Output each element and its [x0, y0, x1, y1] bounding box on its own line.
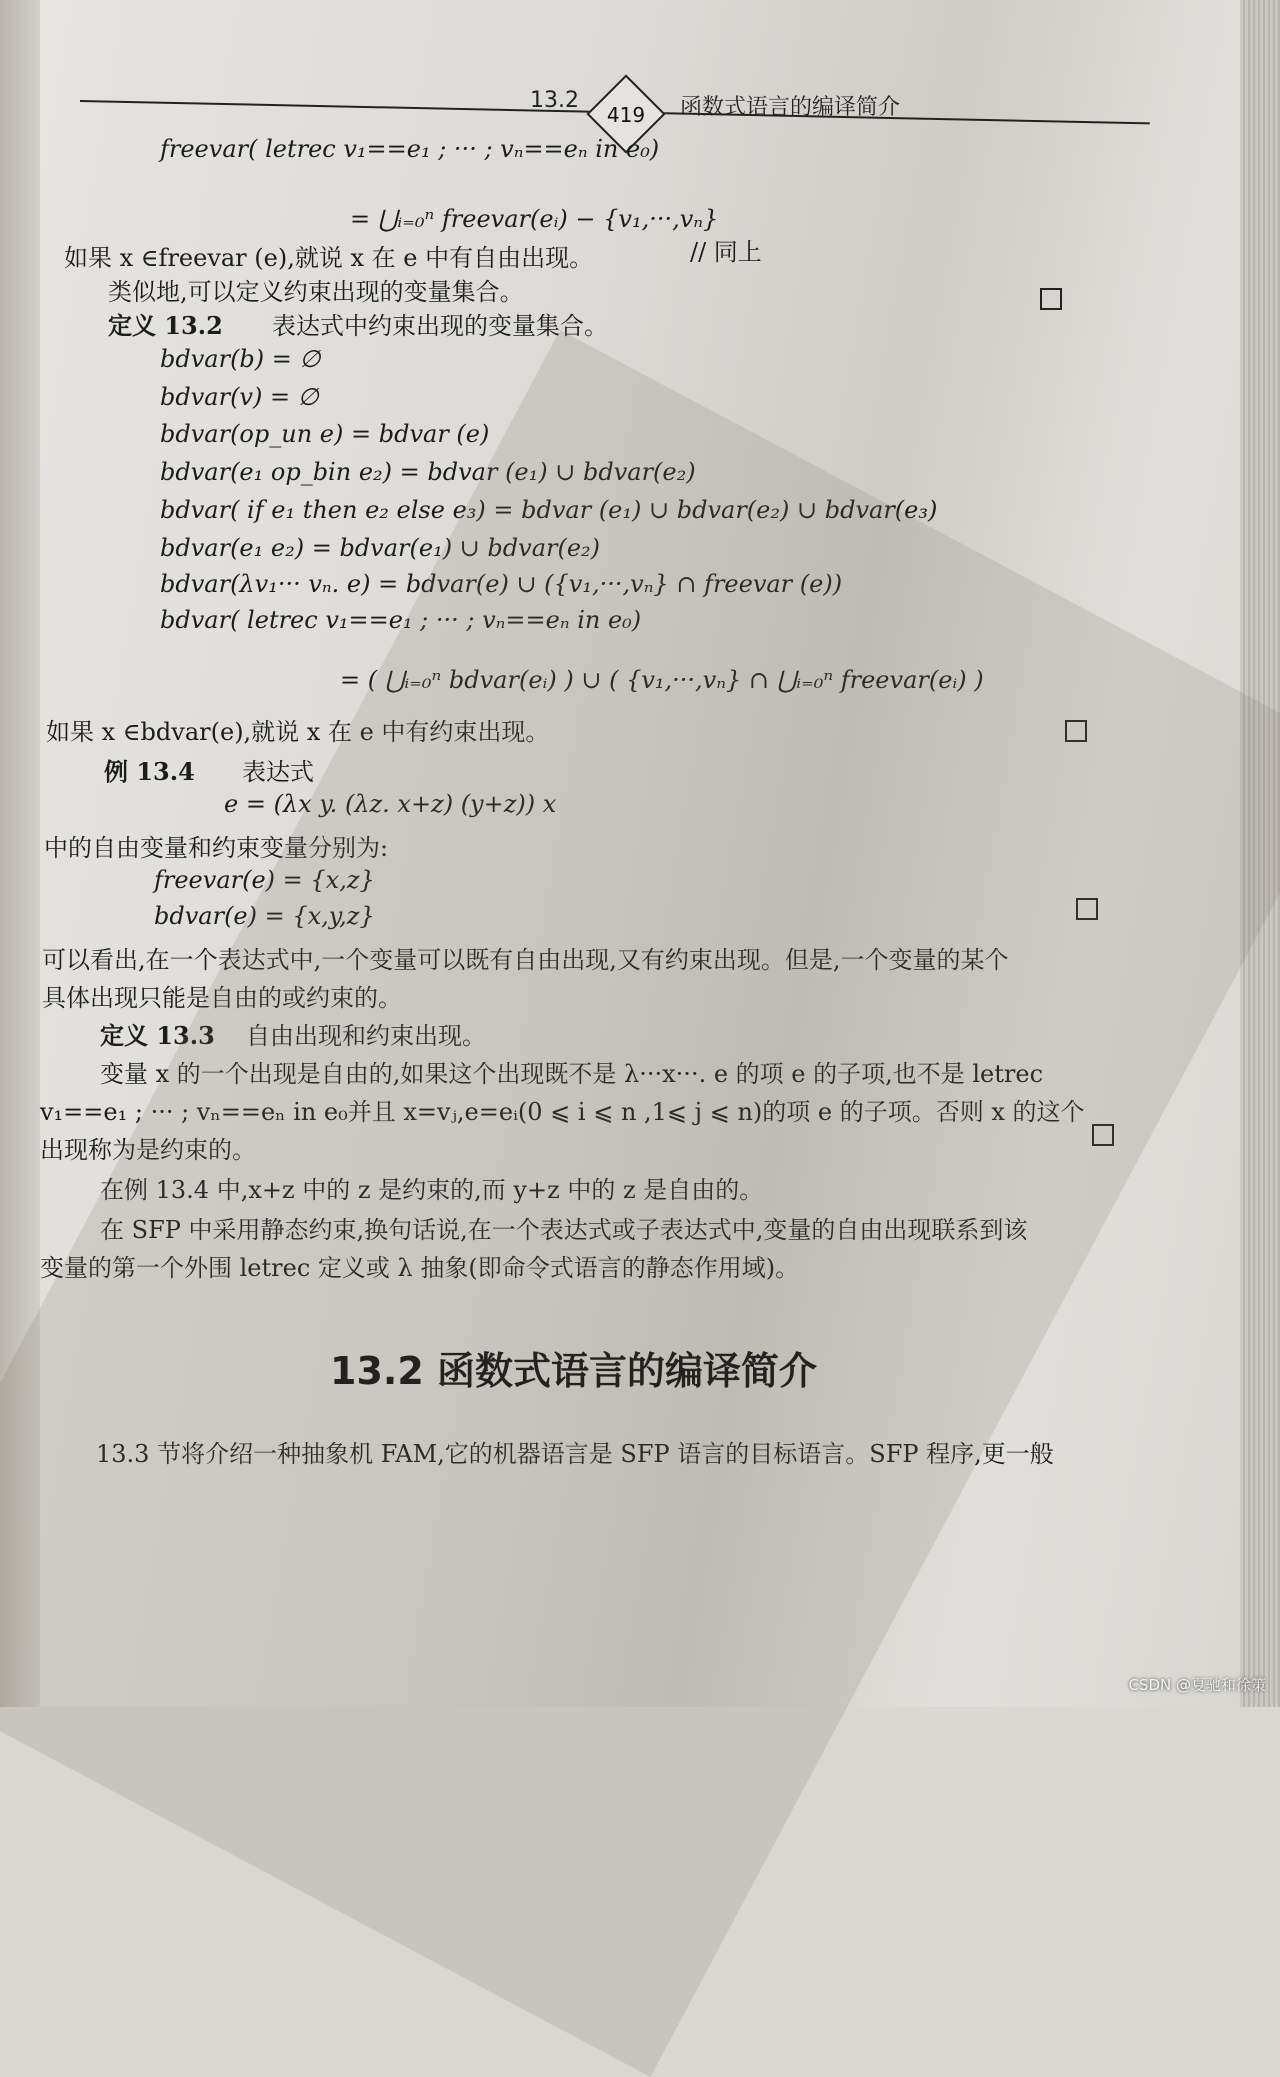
freevar-definition-text: 如果 x ∈freevar (e),就说 x 在 e 中有自由出现。 [64, 244, 594, 272]
example-13-4-text: 表达式 [242, 758, 314, 786]
example-expression: e = (λx y. (λz. x+z) (y+z)) x [224, 790, 557, 818]
free-bound-vars-intro: 中的自由变量和约束变量分别为: [44, 834, 389, 862]
paragraph-similarly: 类似地,可以定义约束出现的变量集合。 [108, 278, 524, 306]
definition-13-3-text: 自由出现和约束出现。 [246, 1022, 486, 1050]
freevar-example: freevar(e) = {x,z} [154, 866, 375, 894]
definition-13-2-label: 定义 13.2 [108, 311, 223, 340]
section-heading: 13.2 函数式语言的编译简介 [330, 1349, 817, 1393]
paragraph-static-binding-2: 变量的第一个外围 letrec 定义或 λ 抽象(即命令式语言的静态作用域)。 [40, 1254, 800, 1282]
qed-box [1065, 720, 1087, 742]
qed-box [1076, 898, 1098, 920]
bdvar-example: bdvar(e) = {x,y,z} [154, 902, 375, 930]
bdvar-rule-3: bdvar(op_un e) = bdvar (e) [160, 420, 490, 448]
paragraph-static-binding-1: 在 SFP 中采用静态约束,换句话说,在一个表达式或子表达式中,变量的自由出现联系到该 [100, 1216, 1028, 1244]
example-13-4-label: 例 13.4 [104, 757, 195, 786]
bdvar-rule-2: bdvar(v) = ∅ [160, 383, 319, 411]
bdvar-definition-text: 如果 x ∈bdvar(e),就说 x 在 e 中有约束出现。 [46, 718, 550, 746]
bdvar-rule-7: bdvar(λv₁··· vₙ. e) = bdvar(e) ∪ ({v₁,···,vₙ} ∩ freevar (e)) [160, 570, 843, 598]
definition-13-2-text: 表达式中约束出现的变量集合。 [272, 312, 608, 340]
paragraph-observation-2: 具体出现只能是自由的或约束的。 [42, 984, 402, 1012]
running-title: 函数式语言的编译简介 [680, 95, 901, 120]
running-section-number: 13.2 [530, 88, 579, 113]
bdvar-rule-6: bdvar(e₁ e₂) = bdvar(e₁) ∪ bdvar(e₂) [160, 534, 601, 562]
book-spine [0, 0, 40, 1707]
definition-13-3-body-1: 变量 x 的一个出现是自由的,如果这个出现既不是 λ···x···. e 的项 e 的子项,也不是 letrec [100, 1060, 1044, 1088]
comment-same: // 同上 [690, 238, 762, 266]
freevar-letrec-result: = ⋃ᵢ₌₀ⁿ freevar(eᵢ) − {v₁,···,vₙ} [350, 205, 719, 233]
qed-box [1040, 288, 1062, 310]
qed-box [1092, 1124, 1114, 1146]
page-edges [1240, 0, 1280, 1707]
definition-13-3-body-3: 出现称为是约束的。 [40, 1136, 256, 1164]
definition-13-3-body-2: v₁==e₁ ; ··· ; vₙ==eₙ in e₀并且 x=vⱼ,e=eᵢ(0 ⩽ i ⩽ n ,1⩽ j ⩽ n)的项 e 的子项。否则 x 的这个 [40, 1098, 1085, 1126]
bdvar-rule-8-result: = ( ⋃ᵢ₌₀ⁿ bdvar(eᵢ) ) ∪ ( {v₁,···,vₙ} ∩ ⋃ᵢ₌₀ⁿ freevar(eᵢ) ) [340, 666, 984, 694]
bdvar-rule-5: bdvar( if e₁ then e₂ else e₃) = bdvar (e₁) ∪ bdvar(e₂) ∪ bdvar(e₃) [160, 496, 938, 524]
freevar-letrec-line: freevar( letrec v₁==e₁ ; ··· ; vₙ==eₙ in e₀) [160, 135, 660, 163]
paragraph-observation-1: 可以看出,在一个表达式中,一个变量可以既有自由出现,又有约束出现。但是,一个变量的某个 [42, 946, 1009, 974]
bdvar-rule-1: bdvar(b) = ∅ [160, 345, 321, 373]
bdvar-rule-4: bdvar(e₁ op_bin e₂) = bdvar (e₁) ∪ bdvar(e₂) [160, 458, 696, 486]
bdvar-rule-8: bdvar( letrec v₁==e₁ ; ··· ; vₙ==eₙ in e₀) [160, 606, 642, 634]
page-number: 419 [606, 103, 646, 127]
definition-13-3-label: 定义 13.3 [100, 1021, 215, 1050]
paragraph-fam-intro: 13.3 节将介绍一种抽象机 FAM,它的机器语言是 SFP 语言的目标语言。SFP 程序,更一般 [96, 1440, 1054, 1468]
watermark: CSDN @夏驰和徐策 [1128, 1676, 1266, 1694]
paragraph-example-note: 在例 13.4 中,x+z 中的 z 是约束的,而 y+z 中的 z 是自由的。 [100, 1176, 764, 1204]
